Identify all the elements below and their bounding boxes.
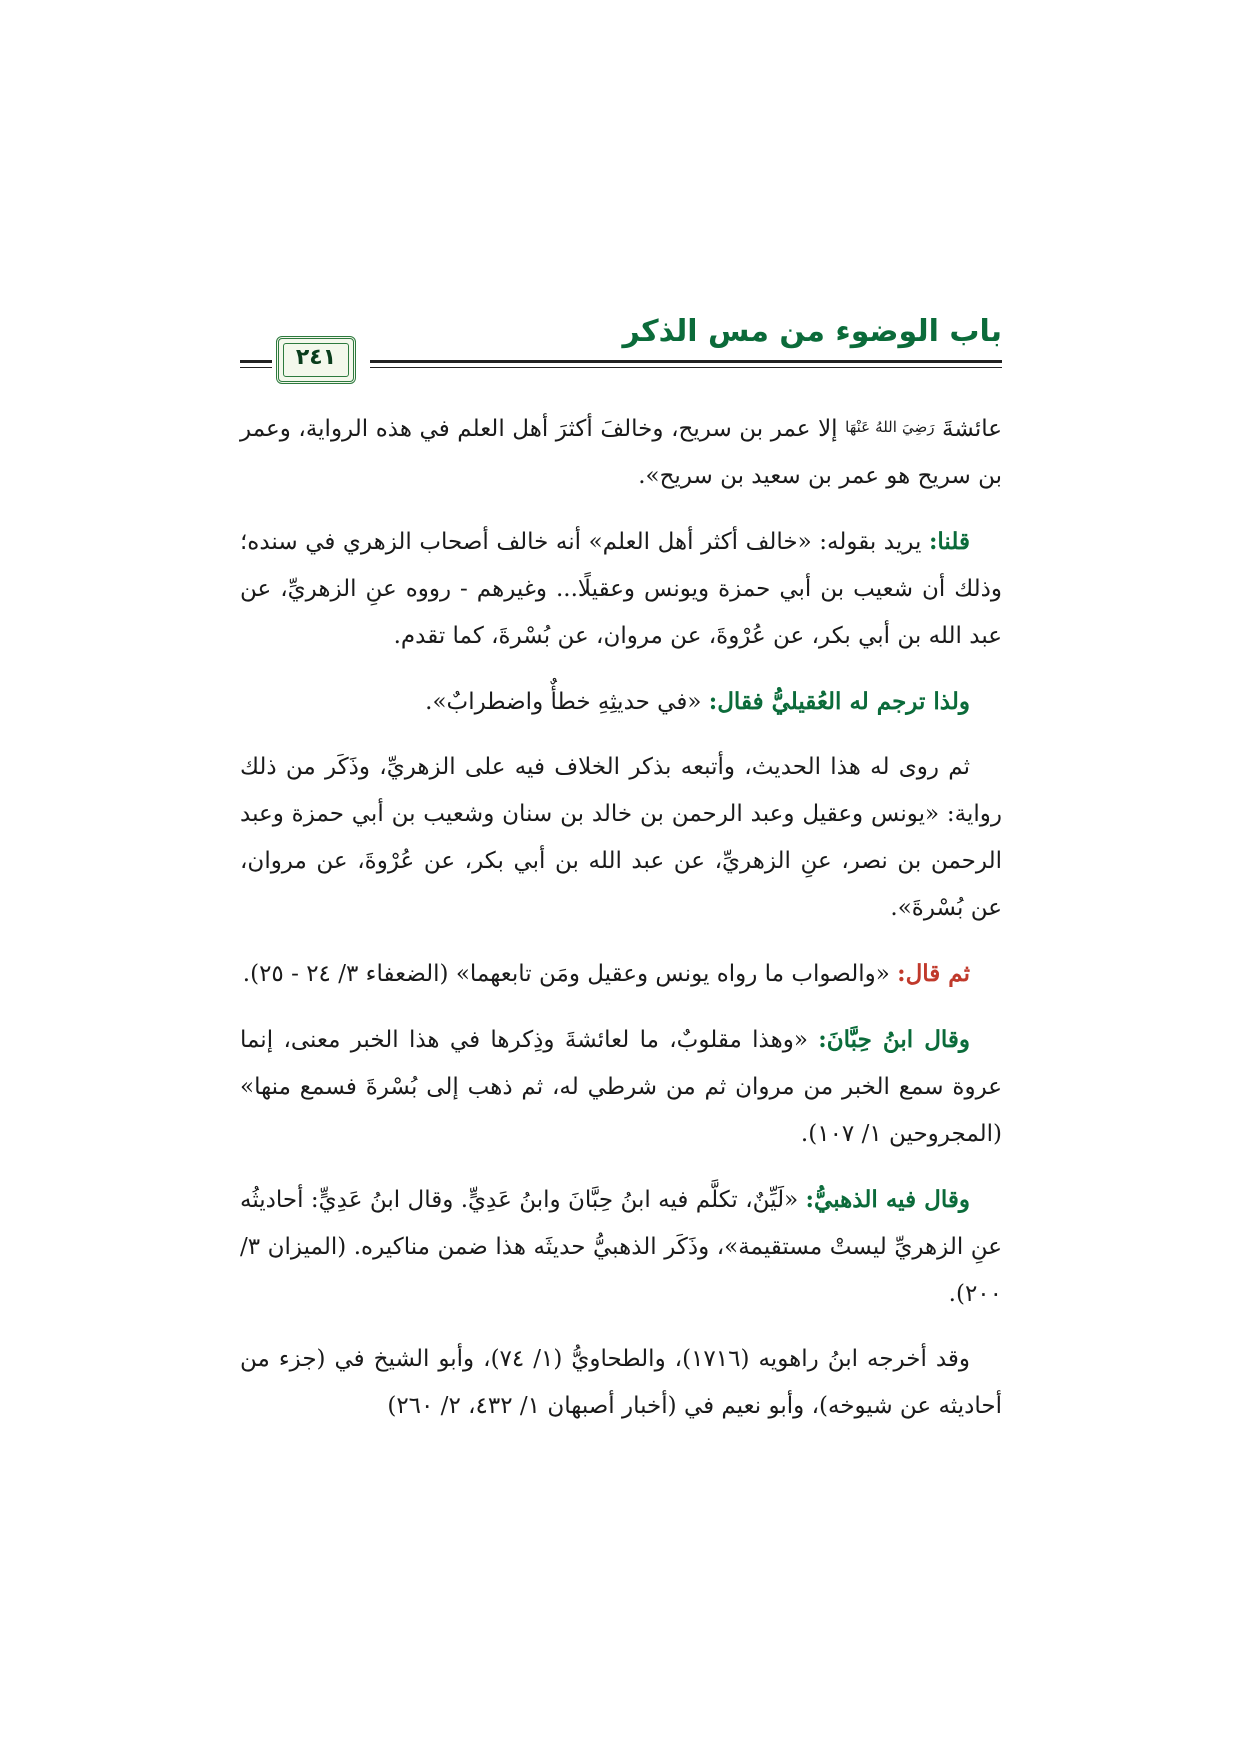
paragraph-1 xyxy=(240,404,1002,500)
page-body xyxy=(240,404,1002,1448)
page-number-badge xyxy=(276,336,356,384)
header-rule xyxy=(370,360,1002,368)
paragraph-text: «في حديثِهِ خطأٌ واضطرابٌ». xyxy=(425,689,702,715)
paragraph-2 xyxy=(240,518,1002,660)
paragraph-lead: ثم قال: xyxy=(897,960,970,987)
paragraph-text: عائشةَ xyxy=(942,416,1003,442)
paragraph-5 xyxy=(240,950,1002,998)
chapter-title: باب الوضوء من مس الذكر xyxy=(622,314,1002,349)
paragraph-lead: قلنا: xyxy=(928,528,970,555)
paragraph-text: ثم روى له هذا الحديث، وأتبعه بذكر الخلاف فيه على الزهريِّ، وذَكَر من ذلك رواية: «يونس وعقيل وعبد الرحمن بن خالد بن سنان وشعيب بن أبي حمزة وعبد الرحمن بن نصر، عنِ الزهريِّ، عن عبد الله بن أبي بكر، عن عُرْوةَ، عن مروان، عن بُسْرةَ». xyxy=(240,754,1002,921)
paragraph-text: «لَيِّنٌ، تكلَّم فيه ابنُ حِبَّانَ وابنُ عَدِيٍّ. وقال ابنُ عَدِيٍّ: أحاديثُه عنِ الزهريِّ ليستْ مستقيمة»، وذَكَر الذهبيُّ حديثَه هذا ضمن مناكيره. (الميزان ٣/ ٢٠٠). xyxy=(240,1187,1002,1307)
paragraph-text: إلا عمر بن سريح، وخالفَ أكثرَ أهل العلم في هذه الرواية، وعمر بن سريح هو عمر بن سعيد بن سريح». xyxy=(240,416,1002,489)
paragraph-lead: وقال فيه الذهبيُّ: xyxy=(805,1186,970,1213)
paragraph-lead: ولذا ترجم له العُقيليُّ فقال: xyxy=(708,688,970,715)
paragraph-lead: وقال ابنُ حِبَّانَ: xyxy=(818,1026,971,1053)
paragraph-8 xyxy=(240,1336,1002,1430)
paragraph-text: «وهذا مقلوبٌ، ما لعائشةَ وذِكرها في هذا الخبر معنى، إنما عروة سمع الخبر من مروان ثم من شرطي له، ثم ذهب إلى بُسْرةَ فسمع منها» (المجروحين ١/ ١٠٧). xyxy=(240,1027,1002,1147)
paragraph-7 xyxy=(240,1176,1002,1318)
header-rule-short xyxy=(240,360,272,368)
paragraph-6 xyxy=(240,1016,1002,1158)
paragraph-text: «والصواب ما رواه يونس وعقيل ومَن تابعهما» (الضعفاء ٣/ ٢٤ - ٢٥). xyxy=(242,961,890,987)
page-number: ٢٤١ xyxy=(295,345,337,370)
honorific-glyph: رَضِيَ اللهُ عَنْهَا xyxy=(845,418,935,436)
paragraph-3 xyxy=(240,678,1002,726)
paragraph-text: يريد بقوله: «خالف أكثر أهل العلم» أنه خالف أصحاب الزهري في سنده؛ وذلك أن شعيب بن أبي حمزة ويونس وعقيلًا... وغيرهم - رووه عنِ الزهريِّ، عن عبد الله بن أبي بكر، عن عُرْوةَ، عن مروان، عن بُسْرةَ، كما تقدم. xyxy=(240,529,1002,649)
paragraph-4 xyxy=(240,744,1002,932)
paragraph-text: وقد أخرجه ابنُ راهويه (١٧١٦)، والطحاويُّ (١/ ٧٤)، وأبو الشيخ في (جزء من أحاديثه عن شيوخه)، وأبو نعيم في (أخبار أصبهان ١/ ٤٣٢، ٢/ ٢٦٠) xyxy=(240,1346,1002,1419)
